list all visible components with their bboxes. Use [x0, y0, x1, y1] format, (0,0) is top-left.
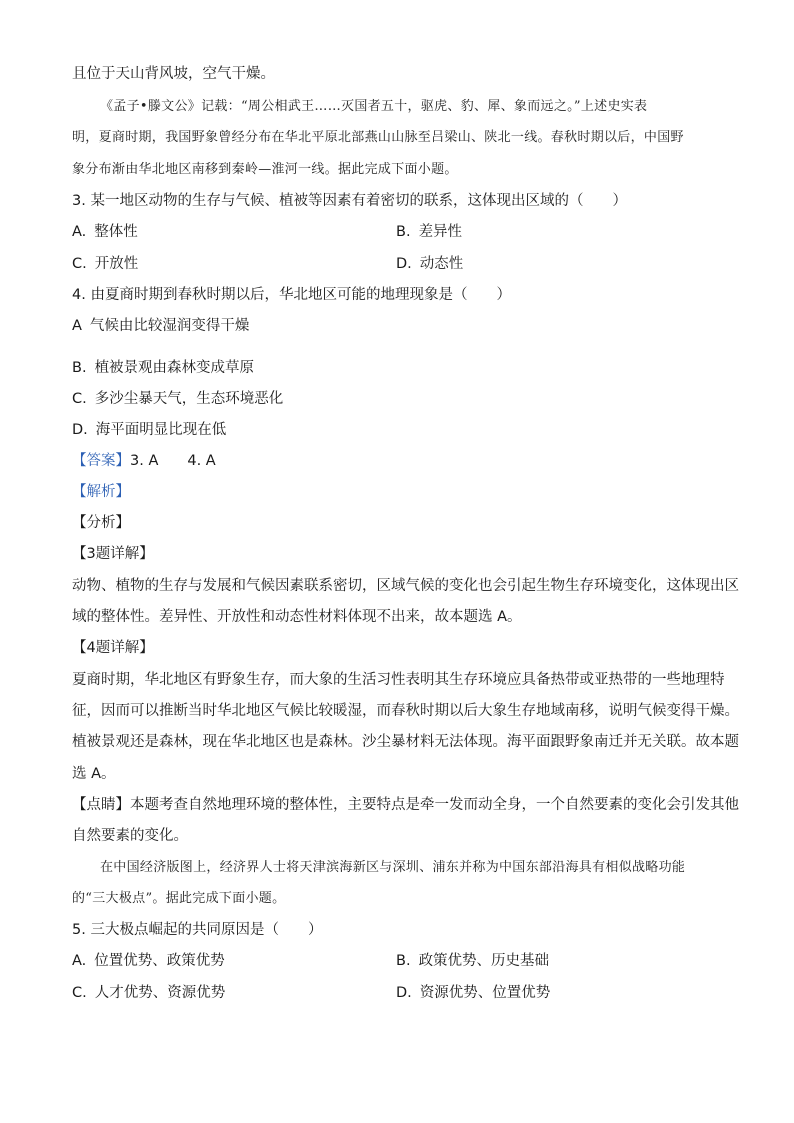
option-text: 人才优势、资源优势 — [94, 985, 226, 1001]
option-letter: B. — [396, 224, 411, 240]
option-text: 植被景观由森林变成草原 — [94, 360, 255, 376]
q5-option-d — [396, 983, 550, 1003]
q4-stem: 4. 由夏商时期到春秋时期以后，华北地区可能的地理现象是（ ） — [72, 287, 511, 303]
option-text: 位置优势、政策优势 — [94, 953, 225, 969]
material2-line-2: 的“三大极点”。据此完成下面小题。 — [72, 891, 286, 906]
q3-detail-line-2: 域的整体性。差异性、开放性和动态性材料体现不出来，故本题选 A。 — [72, 609, 522, 625]
q4-detail-label: 【4题详解】 — [72, 640, 154, 656]
q4-option-b — [72, 358, 254, 378]
q3-option-d — [396, 254, 463, 274]
option-letter: A — [72, 318, 82, 334]
dianjing-line-2: 自然要素的变化。 — [72, 828, 188, 844]
option-letter: B. — [396, 953, 411, 969]
fenxi-label: 【分析】 — [72, 515, 130, 531]
option-text: 动态性 — [419, 256, 464, 272]
option-letter: C. — [72, 256, 87, 272]
answer-text: 3. A 4. A — [130, 453, 216, 469]
q5-option-a — [72, 951, 225, 971]
dianjing-line-1 — [72, 795, 739, 815]
q3-option-a — [72, 222, 138, 242]
q4-detail-line-4: 选 A。 — [72, 766, 116, 782]
option-text: 资源优势、位置优势 — [419, 985, 551, 1001]
answer-line — [72, 451, 216, 471]
option-letter: D. — [396, 985, 412, 1001]
q3-stem: 3. 某一地区动物的生存与气候、植被等因素有着密切的联系，这体现出区域的（ ） — [72, 193, 627, 209]
q4-option-a — [72, 316, 249, 336]
q4-detail-line-3: 植被景观还是森林，现在华北地区也是森林。沙尘暴材料无法体现。海平面跟野象南迁并无关联。故本题 — [72, 734, 739, 750]
q4-option-d — [72, 420, 226, 440]
option-text: 气候由比较湿润变得干燥 — [89, 318, 250, 334]
q4-detail-line-1: 夏商时期，华北地区有野象生存，而大象的生活习性表明其生存环境应具备热带或亚热带的一些地理特 — [72, 672, 725, 688]
q5-stem: 5. 三大极点崛起的共同原因是（ ） — [72, 922, 323, 938]
option-letter: C. — [72, 985, 87, 1001]
q3-option-b — [396, 222, 462, 242]
material2-line-1: 在中国经济版图上，经济界人士将天津滨海新区与深圳、浦东并称为中国东部沿海具有相似战略功能 — [100, 860, 686, 875]
q3-detail-line-1: 动物、植物的生存与发展和气候因素联系密切，区域气候的变化也会引起生物生存环境变化，这体现出区 — [72, 578, 739, 594]
q5-option-c — [72, 983, 225, 1003]
material1-line-3: 象分布渐由华北地区南移到秦岭—淮河一线。据此完成下面小题。 — [72, 162, 458, 177]
material1-line-2: 明，夏商时期，我国野象曾经分布在华北平原北部燕山山脉至吕梁山、陕北一线。春秋时期以后，中国野 — [72, 130, 684, 145]
option-letter: A. — [72, 953, 87, 969]
q5-option-b — [396, 951, 549, 971]
intro-tail: 且位于天山背风坡，空气干燥。 — [72, 66, 275, 82]
option-letter: C. — [72, 391, 87, 407]
option-text: 多沙尘暴天气，生态环境恶化 — [94, 391, 284, 407]
answer-label: 【答案】 — [72, 453, 130, 469]
option-text: 海平面明显比现在低 — [95, 422, 227, 438]
option-letter: D. — [72, 422, 88, 438]
option-text: 差异性 — [418, 224, 463, 240]
dianjing-text: 本题考查自然地理环境的整体性，主要特点是牵一发而动全身，一个自然要素的变化会引发其他 — [130, 797, 739, 813]
dianjing-label: 【点睛】 — [72, 797, 130, 813]
option-text: 政策优势、历史基础 — [418, 953, 550, 969]
material1-line-1: 《孟子•滕文公》记载：“周公相武王……灭国者五十，驱虎、豹、犀、象而远之。”上述史实表 — [100, 99, 648, 114]
option-text: 开放性 — [94, 256, 139, 272]
analysis-label: 【解析】 — [72, 484, 130, 500]
option-letter: A. — [72, 224, 87, 240]
q3-option-c — [72, 254, 138, 274]
q3-detail-label: 【3题详解】 — [72, 546, 154, 562]
option-letter: D. — [396, 256, 412, 272]
option-text: 整体性 — [94, 224, 138, 240]
q4-detail-line-2: 征，因而可以推断当时华北地区气候比较暖湿，而春秋时期以后大象生存地域南移，说明气候变得干燥。 — [72, 703, 739, 719]
option-letter: B. — [72, 360, 87, 376]
q4-option-c — [72, 389, 283, 409]
